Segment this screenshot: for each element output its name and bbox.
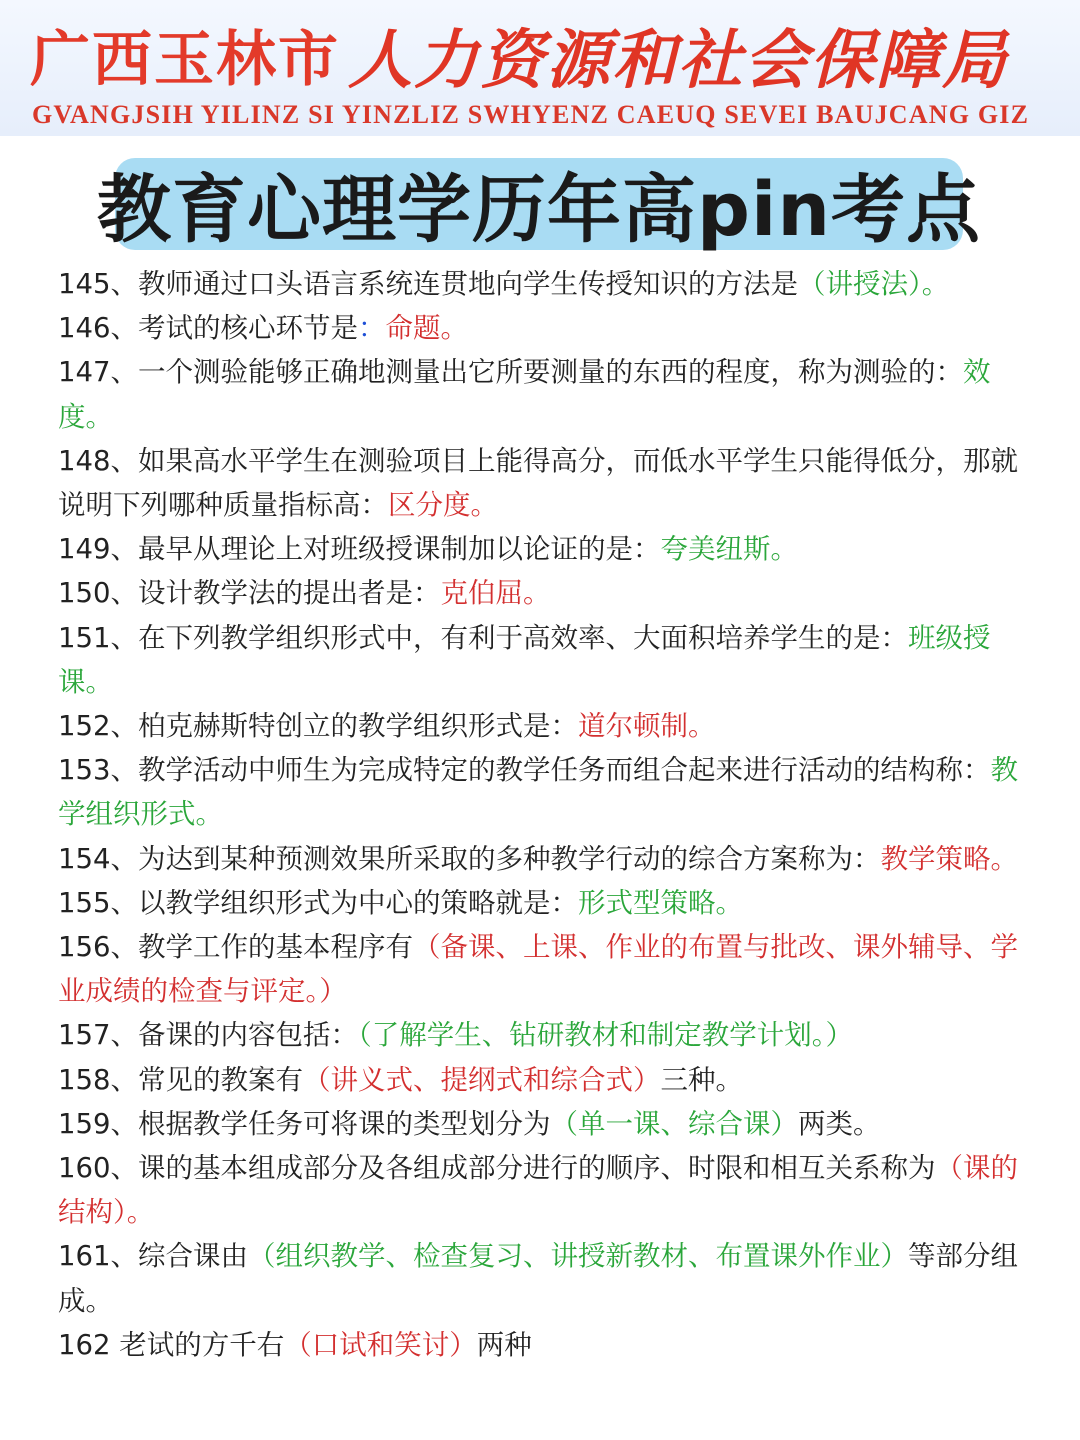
title-pill [96, 158, 982, 253]
answer-text: （备课、上课、作业的布置与批改、课外辅导、学业成绩的检查与评定。） [58, 931, 1018, 1008]
question-text: 157、备课的内容包括： [58, 1019, 358, 1052]
answer-text: 克伯屈。 [440, 577, 551, 610]
question-text: 155、以教学组织形式为中心的策略就是： [58, 886, 578, 919]
answer-text: 班级授课。 [58, 621, 991, 698]
question-text: 145、教师通过口头语言系统连贯地向学生传授知识的方法是 [58, 268, 798, 300]
question-item [58, 527, 1028, 571]
org-title [30, 12, 1008, 98]
question-text: 147、一个测验能够正确地测量出它所要测量的东西的程度，称为测验的： [58, 356, 963, 389]
question-item [58, 1058, 1028, 1102]
answer-text: 命题。 [385, 312, 468, 345]
answer-text: （课的结构）。 [58, 1152, 1018, 1229]
answer-text: （单一课、综合课） [550, 1107, 798, 1140]
question-item [58, 1102, 1028, 1146]
answer-text: 区分度。 [388, 489, 498, 522]
question-text: 152、柏克赫斯特创立的教学组织形式是： [58, 710, 578, 743]
answer-text: （讲义式、提纲式和综合式） [303, 1063, 661, 1096]
question-text: 148、如果高水平学生在测验项目上能得高分，而低水平学生只能得低分，那就说明下列哪种质量指标高： [58, 444, 1018, 522]
question-text: 158、常见的教案有 [58, 1063, 303, 1096]
answer-text: 道尔顿制。 [578, 710, 716, 743]
answer-text: 教学策略。 [880, 842, 1018, 875]
question-item [58, 1323, 1028, 1367]
answer-text: （了解学生、钻研教材和制定教学计划。） [358, 1019, 853, 1052]
org-department: 人力资源和社会保障局 [348, 23, 1008, 98]
question-item [58, 616, 1028, 704]
question-tail: 两类。 [798, 1107, 881, 1140]
answer-text: （组织教学、检查复习、讲授新教材、布置课外作业） [248, 1240, 908, 1273]
question-item [58, 1146, 1028, 1234]
question-item [58, 925, 1028, 1013]
answer-text: 效度。 [58, 356, 991, 433]
page-title: 教育心理学历年高pin考点 [96, 167, 982, 253]
question-tail: 三种。 [660, 1063, 743, 1096]
question-text: 150、设计教学法的提出者是： [58, 577, 441, 610]
question-item [58, 881, 1028, 925]
question-text: 156、教学工作的基本程序有 [58, 931, 413, 964]
question-text: 161、综合课由 [58, 1240, 248, 1273]
question-list [58, 262, 1028, 1367]
question-item [58, 704, 1028, 748]
question-item [58, 1013, 1028, 1057]
question-tail: 等部分组成。 [58, 1240, 1018, 1317]
question-text: 146、考试的核心环节是 [58, 312, 358, 345]
question-item [58, 1234, 1028, 1322]
answer-text: （口试和笑讨） [284, 1328, 477, 1361]
question-item [58, 262, 1028, 306]
org-city: 广西玉林市 [30, 25, 340, 95]
question-text: 160、课的基本组成部分及各组成部分进行的顺序、时限和相互关系称为 [58, 1152, 936, 1185]
question-item [58, 571, 1028, 615]
question-text: 154、为达到某种预测效果所采取的多种教学行动的综合方案称为： [58, 842, 881, 875]
question-item [58, 306, 1028, 350]
question-item [58, 837, 1028, 881]
question-text: 162 老试的方千右 [58, 1328, 285, 1361]
question-colon: ： [358, 312, 386, 345]
question-item [58, 350, 1028, 438]
question-item [58, 748, 1028, 836]
question-text: 149、最早从理论上对班级授课制加以论证的是： [58, 533, 661, 566]
question-tail: 两种 [476, 1328, 532, 1361]
answer-text: 夸美纽斯。 [660, 533, 798, 566]
header-banner [0, 0, 1080, 136]
question-text: 159、根据教学任务可将课的类型划分为 [58, 1107, 551, 1140]
answer-text: 教学组织形式。 [58, 754, 1018, 831]
answer-text: （讲授法）。 [798, 268, 950, 300]
question-text: 151、在下列教学组织形式中，有利于高效率、大面积培养学生的是： [58, 621, 908, 654]
answer-text: 形式型策略。 [578, 886, 743, 919]
org-subtitle: GVANGJSIH YILINZ SI YINZLIZ SWHYENZ CAEUQ SEVEI BAUJCANG GIZ [32, 100, 1030, 129]
question-text: 153、教学活动中师生为完成特定的教学任务而组合起来进行活动的结构称： [58, 754, 991, 787]
question-item [58, 439, 1028, 527]
